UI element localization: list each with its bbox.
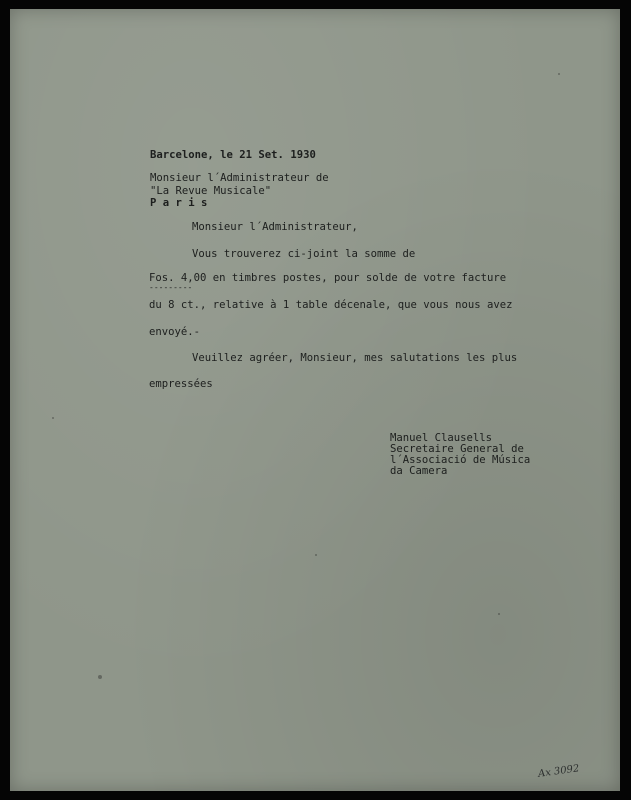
body-line-5: Veuillez agréer, Monsieur, mes salutations les plus — [192, 352, 518, 364]
place-date: Barcelone, le 21 Set. 1930 — [150, 149, 316, 161]
paper-speck — [52, 417, 54, 419]
body-line-3: du 8 ct., relative à 1 table décenale, que vous nous avez — [149, 299, 513, 311]
body-line-1: Vous trouverez ci-joint la somme de — [192, 248, 416, 260]
signature-org-1: l´Associació de Música — [390, 454, 531, 466]
archive-mark: Ax 3092 — [537, 763, 581, 780]
signature-title: Secretaire General de — [390, 443, 524, 455]
letter-page — [10, 9, 620, 791]
body-line-2: Fos. 4,00 en timbres postes, pour solde de votre facture — [149, 272, 507, 284]
signature-name: Manuel Clausells — [390, 432, 493, 444]
recipient-line-2: "La Revue Musicale" — [150, 185, 272, 197]
salutation: Monsieur l´Administrateur, — [192, 221, 358, 233]
paper-speck — [315, 554, 317, 556]
recipient-line-1: Monsieur l´Administrateur de — [150, 172, 329, 184]
body-line-6: empressées — [149, 378, 213, 390]
signature-org-2: da Camera — [390, 465, 448, 477]
paper-speck — [558, 73, 560, 75]
recipient-line-3: P a r i s — [150, 197, 208, 209]
paper-speck — [98, 675, 102, 679]
paper-speck — [498, 613, 500, 615]
body-line-4: envoyé.- — [149, 326, 201, 338]
body-line-2-dashes: --------- — [149, 283, 193, 292]
